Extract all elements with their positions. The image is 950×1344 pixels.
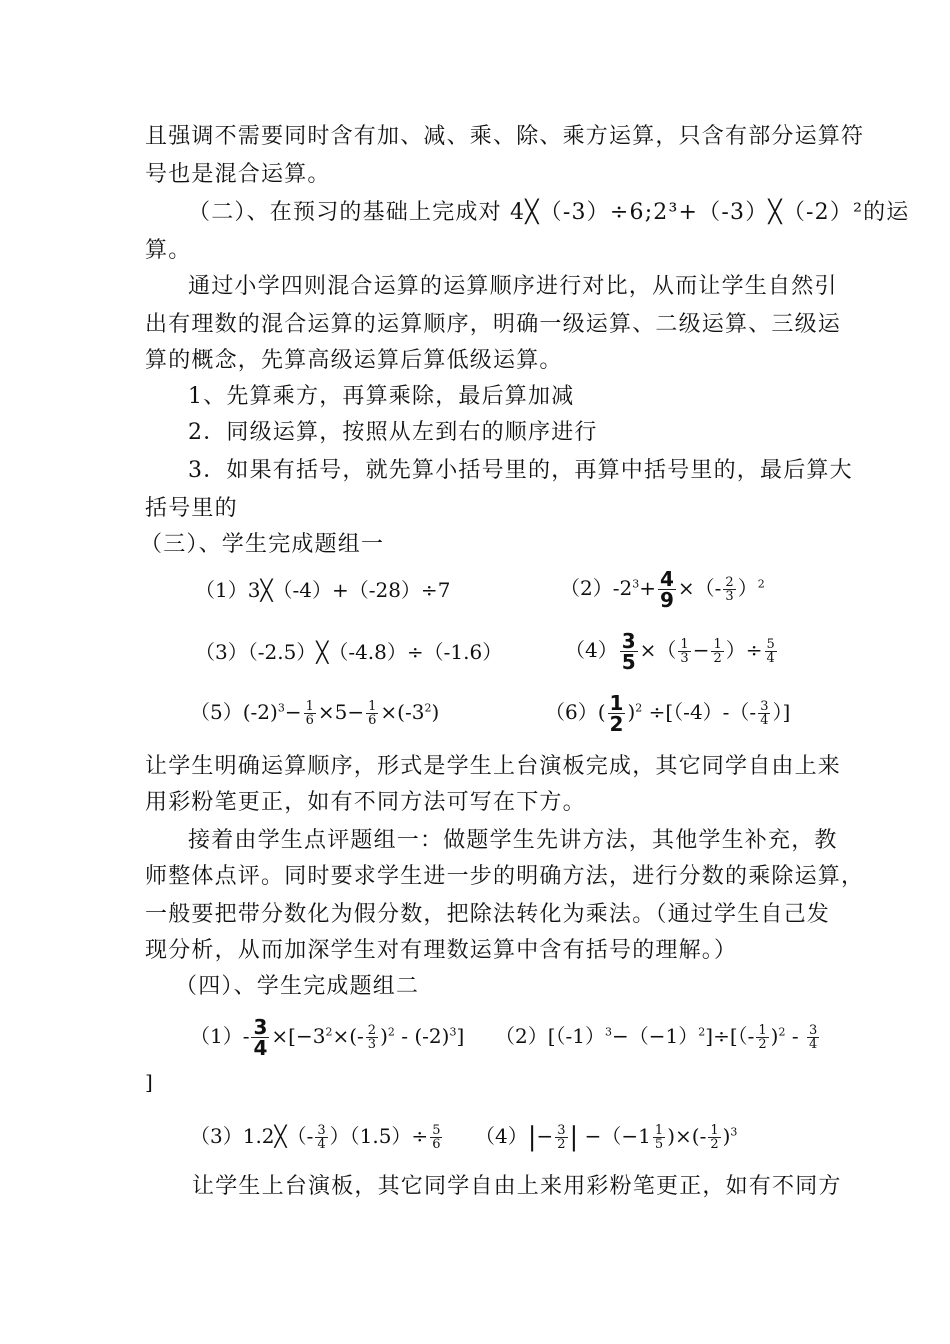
section-heading: （四）、学生完成题组二 [175,974,420,999]
exercise-2-4: （4）|− $\frac{3}{2}$ | −（−1 $\frac{1}{5}$ )×(- $\frac{1}{2}$ )$^3$ [475,1122,738,1153]
paragraph-line: 让学生明确运算顺序，形式是学生上台演板完成，其它同学自由上来 [145,754,842,779]
paragraph-line: 让学生上台演板，其它同学自由上来用彩粉笔更正，如有不同方 [192,1174,842,1199]
exercise-2-3: （3）1.2╳（- $\frac{3}{4}$ ）（1.5）÷ $\frac{5}{6}$ [190,1123,441,1152]
exercise-1-5: $(5)(-2)^3-$ $\frac{1}{6}$ ×5− $\frac{1}{6}$ $\times(-3^2)$ [190,699,440,728]
section-heading: （三）、学生完成题组一 [140,532,385,557]
paragraph-line: 通过小学四则混合运算的运算顺序进行对比，从而让学生自然引 [188,274,838,299]
paragraph-line: 一般要把带分数化为假分数，把除法转化为乘法。（通过学生自己发 [145,902,831,927]
paragraph-line: 且强调不需要同时含有加、减、乘、除、乘方运算，只含有部分运算符 [145,124,865,149]
exercise-1-6: （6）( $\frac{1}{2}$ )$^2$ ÷[（-4）-（- $\frac{3}{4}$ ）] [545,691,791,736]
exercise-1-1: （1）3╳（-4）+（-28）÷7 [195,578,451,602]
exercise-1-4: （4） $\frac{3}{5}$ ×（ $\frac{1}{3}$ − $\frac{1}{2}$ ）÷ $\frac{5}{4}$ [565,629,775,674]
paragraph-line: 用彩粉笔更正，如有不同方法可写在下方。 [145,790,586,815]
paragraph-line: 号也是混合运算。 [145,162,331,187]
exercise-1-3: （3）（-2.5）╳（-4.8）÷（-1.6） [195,640,503,664]
exercise-2-2-trail: ] [145,1070,153,1094]
exercise-2-2: $(2)[(-1)^3-(-1)^2]\div[(-$ $\frac{1}{2}$ )$^2$ - $\frac{3}{4}$ [495,1023,818,1052]
paragraph-line: 括号里的 [145,496,238,521]
rule-item: 2．同级运算，按照从左到右的顺序进行 [188,420,598,445]
section-two-line: （二）、在预习的基础上完成对 4╳（-3）÷6;2³+（-3）╳（-2）²的运 [188,200,910,225]
paragraph-line: 算的概念，先算高级运算后算低级运算。 [145,348,563,373]
rule-item: 1、先算乘方，再算乘除，最后算加减 [188,384,575,409]
paragraph-line: 现分析，从而加深学生对有理数运算中含有括号的理解。） [145,938,738,963]
paragraph-line: 师整体点评。同时要求学生进一步的明确方法，进行分数的乘除运算， [145,864,865,889]
paragraph-line: 出有理数的混合运算的运算顺序，明确一级运算、二级运算、三级运 [145,312,842,337]
paragraph-line: 接着由学生点评题组一：做题学生先讲方法，其他学生补充，教 [188,828,838,853]
paragraph-line: 算。 [145,238,192,263]
rule-item: 3．如果有括号，就先算小括号里的，再算中括号里的，最后算大 [188,458,853,483]
exercise-1-2: $(2)-2^3+$ $\frac{4}{9}$ ×（- $\frac{2}{3}$ ）$^2$ [560,567,765,612]
exercise-2-1: （1）- $\frac{3}{4}$ $\times[-3^2\times(-$ $\frac{2}{3}$ )$^2 - (-2)^3$] [190,1015,465,1060]
